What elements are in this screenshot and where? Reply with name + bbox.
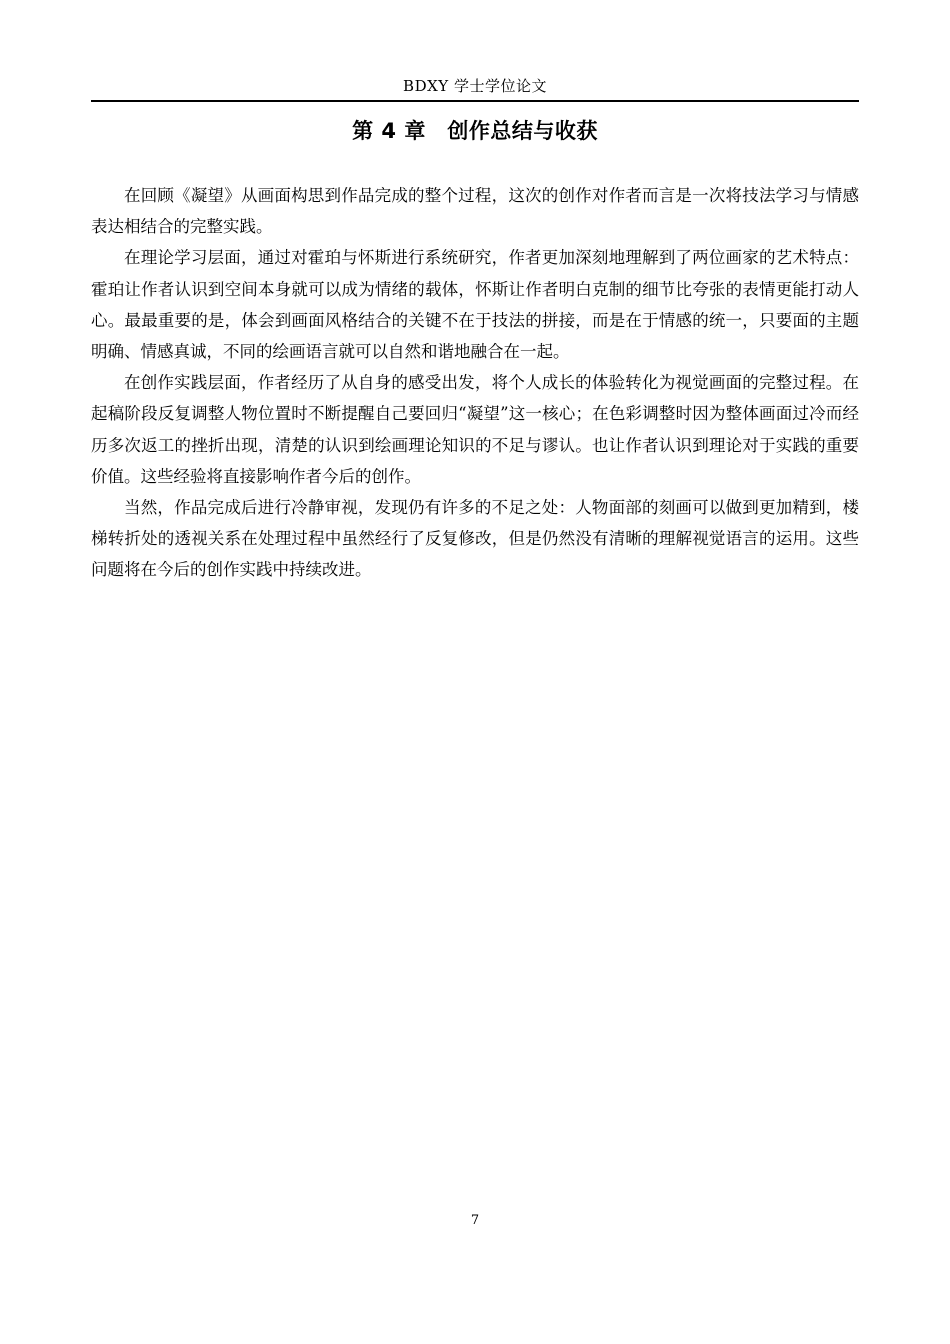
paragraph-3: 在创作实践层面，作者经历了从自身的感受出发，将个人成长的体验转化为视觉画面的完整过程。在起稿阶段反复调整人物位置时不断提醒自己要回归“凝望”这一核心；在色彩调整时因为整体画面过冷而经历多次返工的挫折出现，清楚的认识到绘画理论知识的不足与谬认。也让作者认识到理论对于实践的重要价值。这些经验将直接影响作者今后的创作。 <box>91 373 859 486</box>
running-header: BDXY 学士学位论文 <box>403 77 547 95</box>
paragraph-1: 在回顾《凝望》从画面构思到作品完成的整个过程，这次的创作对作者而言是一次将技法学习与情感表达相结合的完整实践。 <box>91 186 859 237</box>
header-divider <box>91 100 859 102</box>
page-number: 7 <box>470 1213 480 1228</box>
paragraph-4: 当然，作品完成后进行冷静审视，发现仍有许多的不足之处：人物面部的刻画可以做到更加精到，楼梯转折处的透视关系在处理过程中虽然经行了反复修改，但是仍然没有清晰的理解视觉语言的运用。这些问题将在今后的创作实践中持续改进。 <box>91 498 859 580</box>
paragraph-2: 在理论学习层面，通过对霍珀与怀斯进行系统研究，作者更加深刻地理解到了两位画家的艺术特点：霍珀让作者认识到空间本身就可以成为情绪的载体，怀斯让作者明白克制的细节比夸张的表情更能打动人心。最最重要的是，体会到画面风格结合的关键不在于技法的拼接，而是在于情感的统一，只要面的主题明确、情感真诚，不同的绘画语言就可以自然和谐地融合在一起。 <box>91 248 859 362</box>
chapter-title: 第 4 章 创作总结与收获 <box>352 119 598 143</box>
body-text <box>91 180 859 586</box>
